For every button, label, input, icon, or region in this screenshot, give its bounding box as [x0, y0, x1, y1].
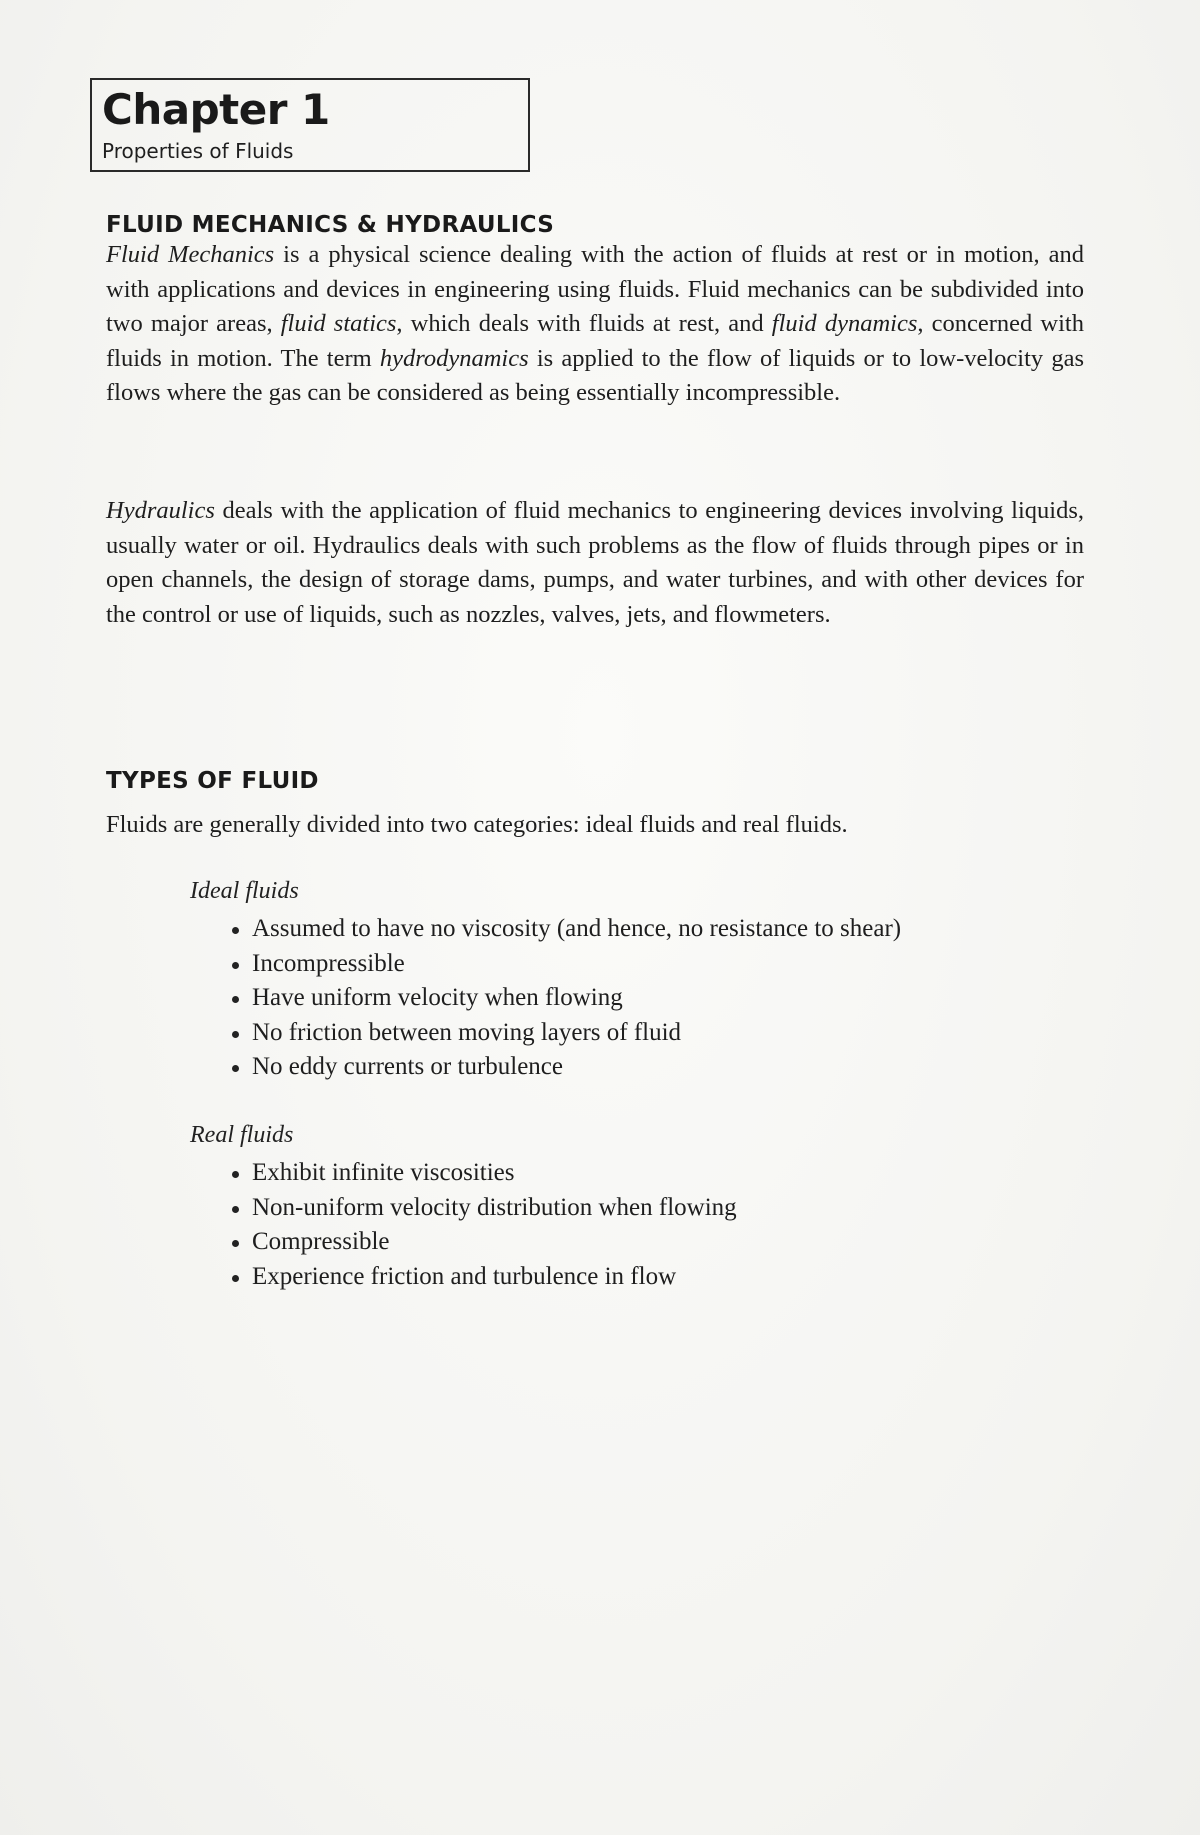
- list-item: No friction between moving layers of fluid: [232, 1016, 901, 1051]
- paragraph-hydraulics: [106, 494, 1084, 632]
- paragraph-text: , which deals with fluids at rest, and: [396, 310, 772, 337]
- list-item: Experience friction and turbulence in flow: [232, 1260, 737, 1295]
- chapter-header-box: [90, 78, 530, 172]
- paragraph-text: deals with the application of fluid mechanics to engineering devices involving liquids, usually water or oil. Hydraulics deals with such problems as the flow of fluids through pipes or in open channels, the design of storage dams, pumps, and water turbines, and with other devices for the control or use of liquids, such as nozzles, valves, jets, and flowmeters.: [106, 497, 1084, 628]
- section-heading-types-of-fluid: TYPES OF FLUID: [106, 768, 319, 794]
- paragraph-text: , concerned with fluids in motion. The term: [106, 310, 1084, 372]
- types-intro: Fluids are generally divided into two categories: ideal fluids and real fluids.: [106, 811, 848, 838]
- paragraph-fluid-mechanics: [106, 238, 1084, 411]
- term-fluid-statics: fluid statics: [280, 310, 397, 337]
- bullet-icon: [232, 1206, 239, 1213]
- bullet-icon: [232, 1275, 239, 1282]
- list-item: Assumed to have no viscosity (and hence, no resistance to shear): [232, 912, 901, 947]
- bullet-icon: [232, 1065, 239, 1072]
- list-item: Compressible: [232, 1225, 737, 1260]
- real-fluids-title: Real fluids: [190, 1122, 294, 1148]
- section-heading-fluid-mechanics: FLUID MECHANICS & HYDRAULICS: [106, 212, 555, 238]
- paragraph-text: is applied to the flow of liquids or to low-velocity gas flows where the gas can be considered as being essentially incompressible.: [106, 344, 1084, 406]
- bullet-icon: [232, 1031, 239, 1038]
- bullet-icon: [232, 1240, 239, 1247]
- ideal-fluids-list: [232, 912, 901, 1085]
- list-item: Incompressible: [232, 947, 901, 982]
- chapter-title: Chapter 1: [102, 85, 330, 134]
- term-fluid-mechanics: Fluid Mechanics: [106, 241, 275, 268]
- ideal-fluids-title: Ideal fluids: [190, 878, 299, 904]
- bullet-icon: [232, 996, 239, 1003]
- chapter-subtitle: Properties of Fluids: [102, 139, 294, 163]
- list-item: Non-uniform velocity distribution when flowing: [232, 1191, 737, 1226]
- real-fluids-list: [232, 1156, 737, 1294]
- term-hydraulics: Hydraulics: [106, 497, 215, 524]
- paragraph-text: is a physical science dealing with the action of fluids at rest or in motion, and with applications and devices in engineering using fluids. Fluid mechanics can be subdivided into two major areas,: [106, 241, 1084, 337]
- term-hydrodynamics: hydrodynamics: [379, 344, 529, 372]
- list-item: No eddy currents or turbulence: [232, 1050, 901, 1085]
- bullet-icon: [232, 927, 239, 934]
- list-item: Have uniform velocity when flowing: [232, 981, 901, 1016]
- bullet-icon: [232, 962, 239, 969]
- bullet-icon: [232, 1171, 239, 1178]
- term-fluid-dynamics: fluid dynamics: [771, 310, 918, 337]
- list-item: Exhibit infinite viscosities: [232, 1156, 737, 1191]
